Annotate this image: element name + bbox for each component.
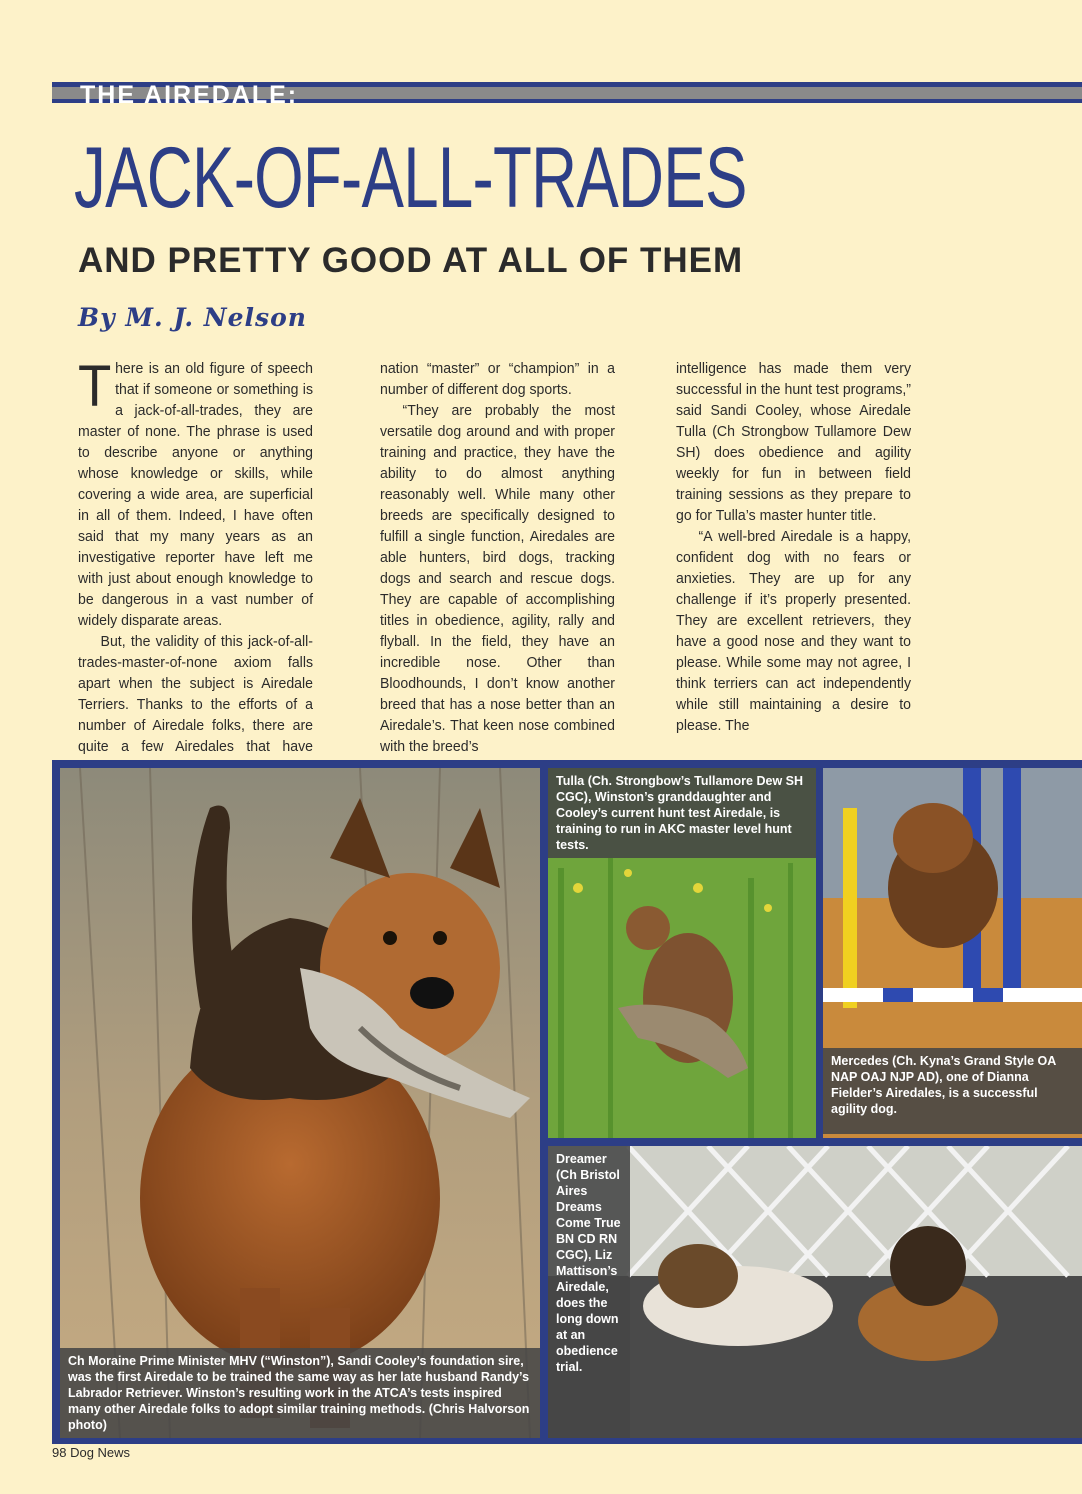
paragraph-text: here is an old figure of speech that if someone or something is a jack-of-all-trades, they are master of none. The phrase is used to describe anyone or anything whose knowledge or skills, while covering a wide area, are superficial in all of them. Indeed, I have often said that my many years as an investigative reporter have left me with just about enough knowledge to be dangerous in a vast number of widely disparate areas. xyxy=(78,360,313,629)
article-column-3 xyxy=(676,358,911,736)
paragraph: “A well-bred Airedale is a happy, confident dog with no fears or anxieties. They are up for any challenge if it’s properly presented. They are excellent retrievers, they have a good nose and they want to please. While some may not agree, I think terriers can act independently while still maintaining a desire to please. The xyxy=(676,528,911,734)
paragraph: nation “master” or “champion” in a number of different dog sports. xyxy=(380,360,615,398)
byline: By M. J. Nelson xyxy=(78,303,307,332)
paragraph: intelligence has made them very successful in the hunt test programs,” said Sandi Cooley, whose Airedale Tulla (Ch Strongbow Tullamore Dew SH) does obedience and agility weekly for fun in between field training sessions as they prepare to go for Tulla’s master hunter title. xyxy=(676,360,911,524)
drop-cap: T xyxy=(78,354,112,419)
paragraph: “They are probably the most versatile dog around and with proper training and practice, they have the ability to do almost anything reasonably well. While many other breeds are specifically designed to fulfill a single function, Airedales are able hunters, bird dogs, tracking dogs and search and rescue dogs. They are capable of accomplishing titles in obedience, agility, rally and flyball. In the field, they have an incredible nose. Other than Bloodhounds, I don’t know another breed that has a nose better than an Airedale’s. That keen nose combined with the breed’s xyxy=(380,402,615,755)
subhead: AND PRETTY GOOD AT ALL OF THEM xyxy=(78,241,744,280)
kicker: THE AIREDALE: xyxy=(80,81,299,109)
paragraph: But, the validity of this jack-of-all-trades-master-of-none axiom falls apart when the subject is Airedale Terriers. Thanks to the efforts of a number of Airedale folks, there are quite a few Airedales that have xyxy=(78,633,313,755)
winston-photo-image xyxy=(60,768,540,1438)
caption-winston: Ch Moraine Prime Minister MHV (“Winston”), Sandi Cooley’s foundation sire, was the first Airedale to be trained the same way as her late husband Randy’s Labrador Retriever. Winston’s resulting work in the ATCA’s tests inspired many other Airedale folks to adopt similar training methods. (Chris Halvorson photo) xyxy=(60,1348,540,1438)
paragraph xyxy=(78,354,313,631)
headline: JACK-OF-ALL-TRADES xyxy=(74,130,747,226)
photo-winston xyxy=(60,768,540,1438)
article-column-1 xyxy=(78,354,313,778)
photo-tulla xyxy=(548,768,816,1138)
caption-dreamer: Dreamer (Ch Bristol Aires Dreams Come True BN CD RN CGC), Liz Mattison’s Airedale, does the long down at an obedience trial. xyxy=(548,1146,630,1438)
photo-mercedes xyxy=(823,768,1082,1138)
caption-tulla: Tulla (Ch. Strongbow’s Tullamore Dew SH CGC), Winston’s granddaughter and Cooley’s current hunt test Airedale, is training to run in AKC master level hunt tests. xyxy=(548,768,816,858)
page-footer: 98 Dog News xyxy=(52,1445,131,1460)
caption-mercedes: Mercedes (Ch. Kyna’s Grand Style OA NAP OAJ NJP AD), one of Dianna Fielder’s Airedales, is a successful agility dog. xyxy=(823,1048,1082,1134)
article-column-2 xyxy=(380,358,615,757)
photo-dreamer xyxy=(548,1146,1082,1438)
